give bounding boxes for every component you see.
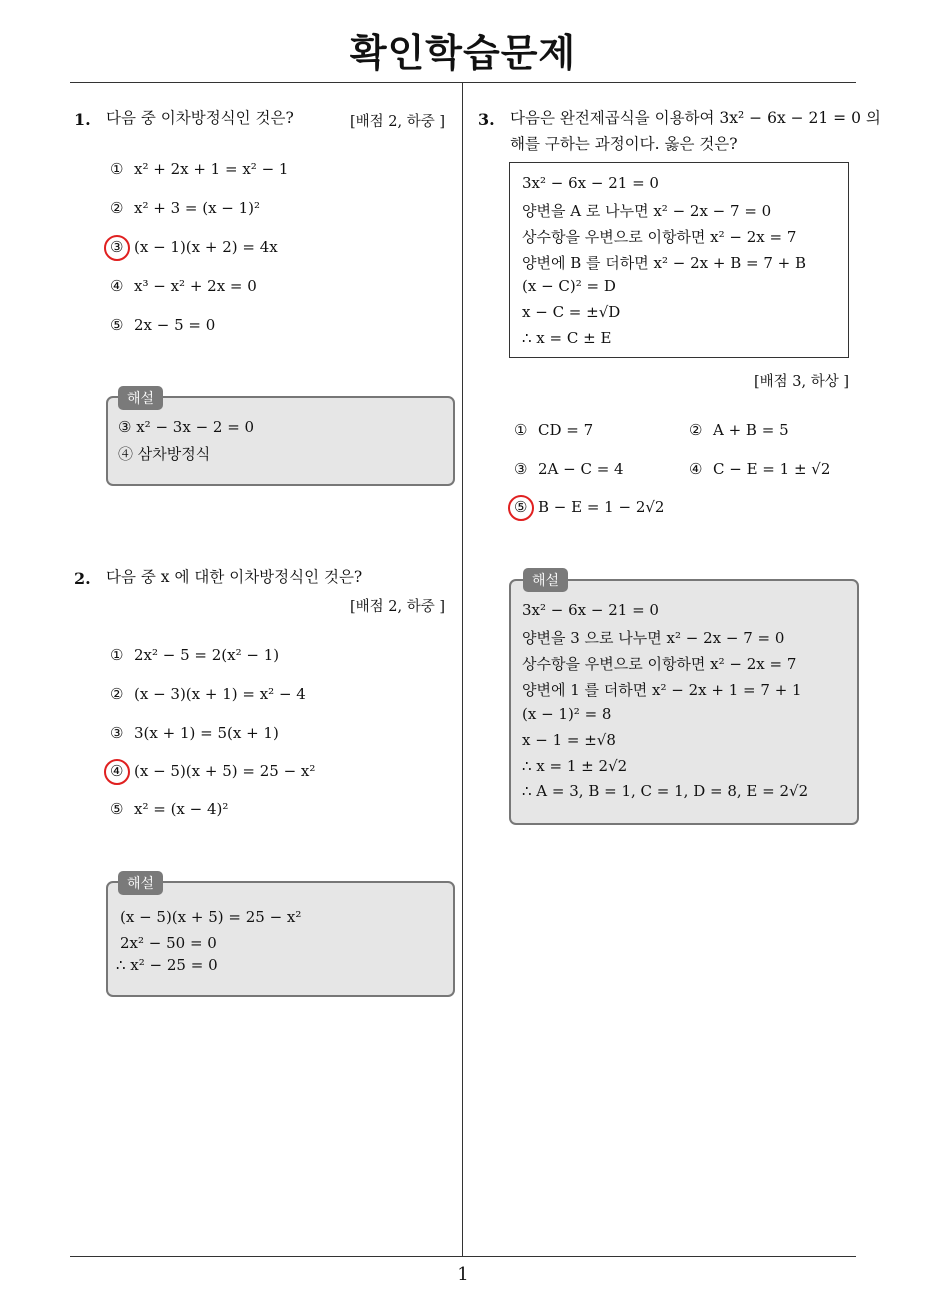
option-3[interactable] bbox=[110, 238, 278, 256]
answer-circle bbox=[104, 235, 130, 261]
option-mark: ② bbox=[110, 685, 124, 703]
process-line: 양변에 B 를 더하면 x² − 2x + B = 7 + B bbox=[522, 254, 807, 272]
option-mark: ① bbox=[110, 160, 124, 178]
option-mark: ③ bbox=[514, 460, 528, 478]
option-mark: ③ bbox=[110, 724, 124, 742]
question-number: 2. bbox=[74, 569, 91, 588]
explanation-line: ∴ A = 3, B = 1, C = 1, D = 8, E = 2√2 bbox=[522, 782, 809, 800]
option-text: B − E = 1 − 2√2 bbox=[538, 498, 665, 516]
option-mark: ③ bbox=[110, 238, 124, 256]
option-mark: ④ bbox=[110, 762, 124, 780]
question-points: [배점 2, 하중 ] bbox=[350, 114, 446, 130]
option-5[interactable] bbox=[110, 800, 228, 818]
option-4[interactable] bbox=[110, 277, 257, 295]
column-divider bbox=[462, 82, 463, 1256]
option-text: (x − 1)(x + 2) = 4x bbox=[134, 238, 278, 256]
explanation-line: ∴ x² − 25 = 0 bbox=[116, 956, 218, 974]
explanation-tag: 해설 bbox=[118, 386, 163, 410]
explanation-line: 3x² − 6x − 21 = 0 bbox=[522, 601, 659, 619]
question-text: 다음 중 이차방정식인 것은? bbox=[106, 109, 294, 127]
option-text: (x − 3)(x + 1) = x² − 4 bbox=[134, 685, 306, 703]
page-number: 1 bbox=[457, 1264, 469, 1285]
option-mark: ④ bbox=[689, 460, 703, 478]
option-text: x² = (x − 4)² bbox=[134, 800, 229, 818]
explanation-line: ③ x² − 3x − 2 = 0 bbox=[118, 418, 255, 436]
question-points: [배점 2, 하중 ] bbox=[350, 599, 446, 615]
option-5[interactable] bbox=[514, 498, 664, 516]
process-line: x − C = ±√D bbox=[522, 303, 621, 321]
option-text: x² + 3 = (x − 1)² bbox=[134, 199, 261, 217]
option-text: x² + 2x + 1 = x² − 1 bbox=[134, 160, 289, 178]
option-2[interactable] bbox=[110, 199, 260, 217]
option-3[interactable] bbox=[110, 724, 279, 742]
option-mark: ⑤ bbox=[514, 498, 528, 516]
answer-circle bbox=[508, 495, 534, 521]
option-4[interactable] bbox=[689, 460, 830, 478]
explanation-line: (x − 5)(x + 5) = 25 − x² bbox=[120, 908, 302, 926]
option-1[interactable] bbox=[110, 646, 279, 664]
option-text: A + B = 5 bbox=[713, 421, 789, 439]
option-text: C − E = 1 ± √2 bbox=[713, 460, 831, 478]
question-text: 다음 중 x 에 대한 이차방정식인 것은? bbox=[106, 568, 363, 586]
option-text: x³ − x² + 2x = 0 bbox=[134, 277, 257, 295]
process-line: 양변을 A 로 나누면 x² − 2x − 7 = 0 bbox=[522, 202, 772, 220]
explanation-line: 상수항을 우변으로 이항하면 x² − 2x = 7 bbox=[522, 655, 797, 673]
option-mark: ② bbox=[689, 421, 703, 439]
explanation-line: 양변에 1 를 더하면 x² − 2x + 1 = 7 + 1 bbox=[522, 681, 802, 699]
option-mark: ⑤ bbox=[110, 316, 124, 334]
question-points: [배점 3, 하상 ] bbox=[754, 374, 850, 390]
option-text: CD = 7 bbox=[538, 421, 594, 439]
question-number: 3. bbox=[478, 110, 495, 129]
option-2[interactable] bbox=[110, 685, 306, 703]
process-line: ∴ x = C ± E bbox=[522, 329, 612, 347]
question-text: 해를 구하는 과정이다. 옳은 것은? bbox=[510, 135, 738, 153]
option-mark: ⑤ bbox=[110, 800, 124, 818]
option-1[interactable] bbox=[110, 160, 288, 178]
explanation-tag: 해설 bbox=[523, 568, 568, 592]
question-text: 다음은 완전제곱식을 이용하여 3x² − 6x − 21 = 0 의 bbox=[510, 109, 881, 127]
option-text: 2A − C = 4 bbox=[538, 460, 624, 478]
process-line: 상수항을 우변으로 이항하면 x² − 2x = 7 bbox=[522, 228, 797, 246]
explanation-line: ∴ x = 1 ± 2√2 bbox=[522, 757, 628, 775]
process-line: (x − C)² = D bbox=[522, 277, 616, 295]
option-mark: ① bbox=[514, 421, 528, 439]
option-mark: ② bbox=[110, 199, 124, 217]
explanation-tag: 해설 bbox=[118, 871, 163, 895]
option-text: 3(x + 1) = 5(x + 1) bbox=[134, 724, 279, 742]
option-4[interactable] bbox=[110, 762, 315, 780]
explanation-line: x − 1 = ±√8 bbox=[522, 731, 616, 749]
top-rule bbox=[70, 82, 856, 83]
page-title: 확인학습문제 bbox=[349, 31, 577, 75]
explanation-line: ④ 삼차방정식 bbox=[118, 445, 211, 463]
option-text: 2x − 5 = 0 bbox=[134, 316, 216, 334]
process-line: 3x² − 6x − 21 = 0 bbox=[522, 174, 659, 192]
option-mark: ① bbox=[110, 646, 124, 664]
answer-circle bbox=[104, 759, 130, 785]
explanation-line: 2x² − 50 = 0 bbox=[120, 934, 217, 952]
question-number: 1. bbox=[74, 110, 91, 129]
option-text: 2x² − 5 = 2(x² − 1) bbox=[134, 646, 280, 664]
option-1[interactable] bbox=[514, 421, 593, 439]
explanation-line: (x − 1)² = 8 bbox=[522, 705, 612, 723]
option-mark: ④ bbox=[110, 277, 124, 295]
explanation-line: 양변을 3 으로 나누면 x² − 2x − 7 = 0 bbox=[522, 629, 785, 647]
option-2[interactable] bbox=[689, 421, 789, 439]
option-3[interactable] bbox=[514, 460, 624, 478]
bottom-rule bbox=[70, 1256, 856, 1257]
option-text: (x − 5)(x + 5) = 25 − x² bbox=[134, 762, 316, 780]
option-5[interactable] bbox=[110, 316, 215, 334]
